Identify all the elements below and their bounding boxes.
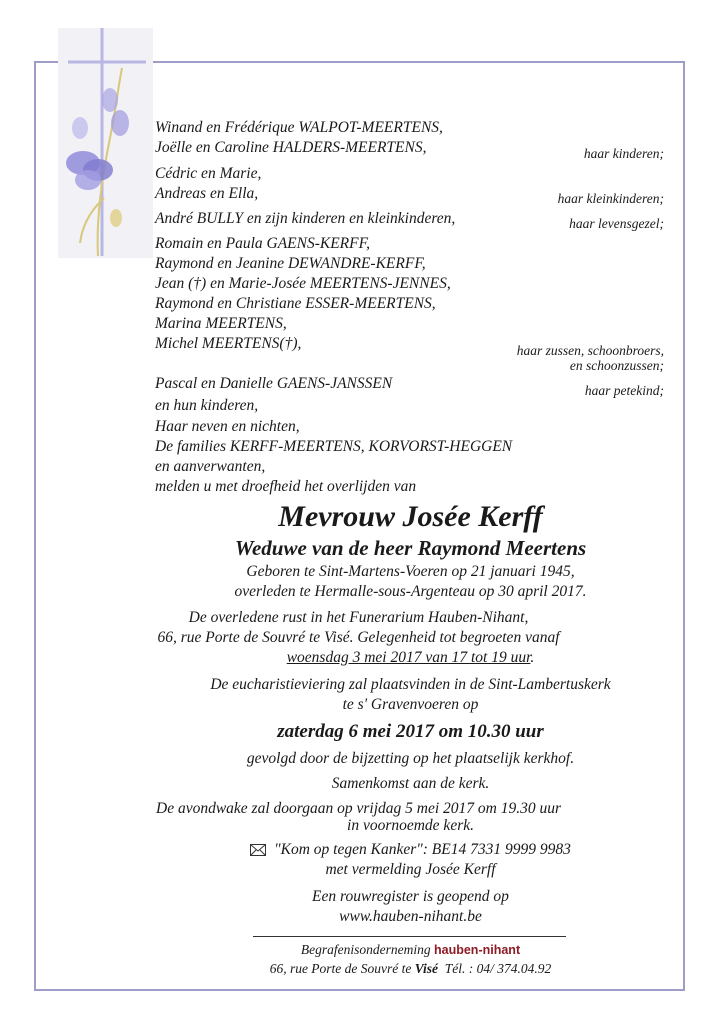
envelope-icon: [250, 844, 266, 856]
deceased-name: Mevrouw Josée Kerff: [278, 500, 543, 533]
footer-city: Visé: [414, 961, 439, 976]
family-line: Raymond en Christiane ESSER-MEERTENS,: [155, 295, 436, 312]
wake-line: in voornoemde kerk.: [347, 817, 474, 834]
family-line: Joëlle en Caroline HALDERS-MEERTENS,: [155, 139, 427, 156]
ceremony-date: zaterdag 6 mei 2017 om 10.30 uur: [277, 721, 544, 742]
family-line: Haar neven en nichten,: [155, 418, 300, 435]
relation-label: haar kleinkinderen;: [557, 191, 664, 206]
relation-label: haar kinderen;: [583, 146, 664, 161]
relation-label: haar petekind;: [584, 383, 664, 398]
footer-street: 66, rue Porte de Souvré te: [269, 961, 412, 976]
relation-label: en schoonzussen;: [569, 358, 664, 373]
ceremony-line: De eucharistieviering zal plaatsvinden in de Sint-Lambertuskerk: [210, 676, 611, 693]
brand-logo: hauben-nihant: [434, 943, 521, 957]
family-line: en hun kinderen,: [155, 397, 259, 414]
family-line: De families KERFF-MEERTENS, KORVORST-HEGGEN: [155, 438, 513, 455]
funerarium-line: 66, rue Porte de Souvré te Visé. Gelegenheid tot begroeten vanaf: [157, 629, 560, 646]
burial-line: gevolgd door de bijzetting op het plaatselijk kerkhof.: [246, 750, 575, 767]
footer-label: Begrafenisonderneming: [300, 942, 431, 957]
family-line: Cédric en Marie,: [155, 165, 262, 182]
family-line: Michel MEERTENS(†),: [155, 335, 302, 352]
family-line: melden u met droefheid het overlijden van: [155, 478, 417, 495]
visit-date-period: .: [530, 649, 535, 666]
family-line: Romain en Paula GAENS-KERFF,: [155, 235, 370, 252]
donation-line: [52, 841, 717, 859]
spouse-line: Weduwe van de heer Raymond Meertens: [234, 536, 587, 560]
born-line: Geboren te Sint-Martens-Voeren op 21 januari 1945,: [246, 563, 575, 580]
footer-divider: [253, 936, 566, 937]
family-line: en aanverwanten,: [155, 458, 266, 475]
relation-label: haar levensgezel;: [569, 216, 664, 231]
family-line: Winand en Frédérique WALPOT-MEERTENS,: [155, 119, 443, 136]
family-line: Marina MEERTENS,: [155, 315, 287, 332]
funerarium-line: De overledene rust in het Funerarium Hauben-Nihant,: [188, 609, 529, 626]
wake-line: De avondwake zal doorgaan op vrijdag 5 mei 2017 om 19.30 uur: [156, 800, 561, 817]
family-line: André BULLY en zijn kinderen en kleinkinderen,: [155, 210, 456, 227]
footer-company: [52, 941, 717, 959]
family-line: Andreas en Ella,: [155, 185, 259, 202]
family-line: Jean (†) en Marie-Josée MEERTENS-JENNES,: [155, 275, 451, 292]
meeting-line: Samenkomst aan de kerk.: [331, 775, 490, 792]
donation-line: met vermelding Josée Kerff: [325, 861, 496, 878]
register-line: Een rouwregister is geopend op: [312, 888, 509, 905]
visit-date: [52, 649, 717, 667]
footer-phone: Tél. : 04/ 374.04.92: [444, 961, 552, 976]
footer-address: [52, 960, 717, 978]
died-line: overleden te Hermalle-sous-Argenteau op 30 april 2017.: [234, 583, 587, 600]
relation-label: haar zussen, schoonbroers,: [516, 343, 664, 358]
ceremony-line: te s' Gravenvoeren op: [342, 696, 479, 713]
visit-date-text: woensdag 3 mei 2017 van 17 tot 19 uur: [286, 649, 531, 666]
register-url[interactable]: www.hauben-nihant.be: [339, 908, 482, 925]
donation-text: "Kom op tegen Kanker": BE14 7331 9999 9983: [274, 841, 571, 858]
family-line: Raymond en Jeanine DEWANDRE-KERFF,: [155, 255, 426, 272]
family-line: Pascal en Danielle GAENS-JANSSEN: [155, 375, 393, 392]
cross-flower-icon: [58, 28, 153, 258]
